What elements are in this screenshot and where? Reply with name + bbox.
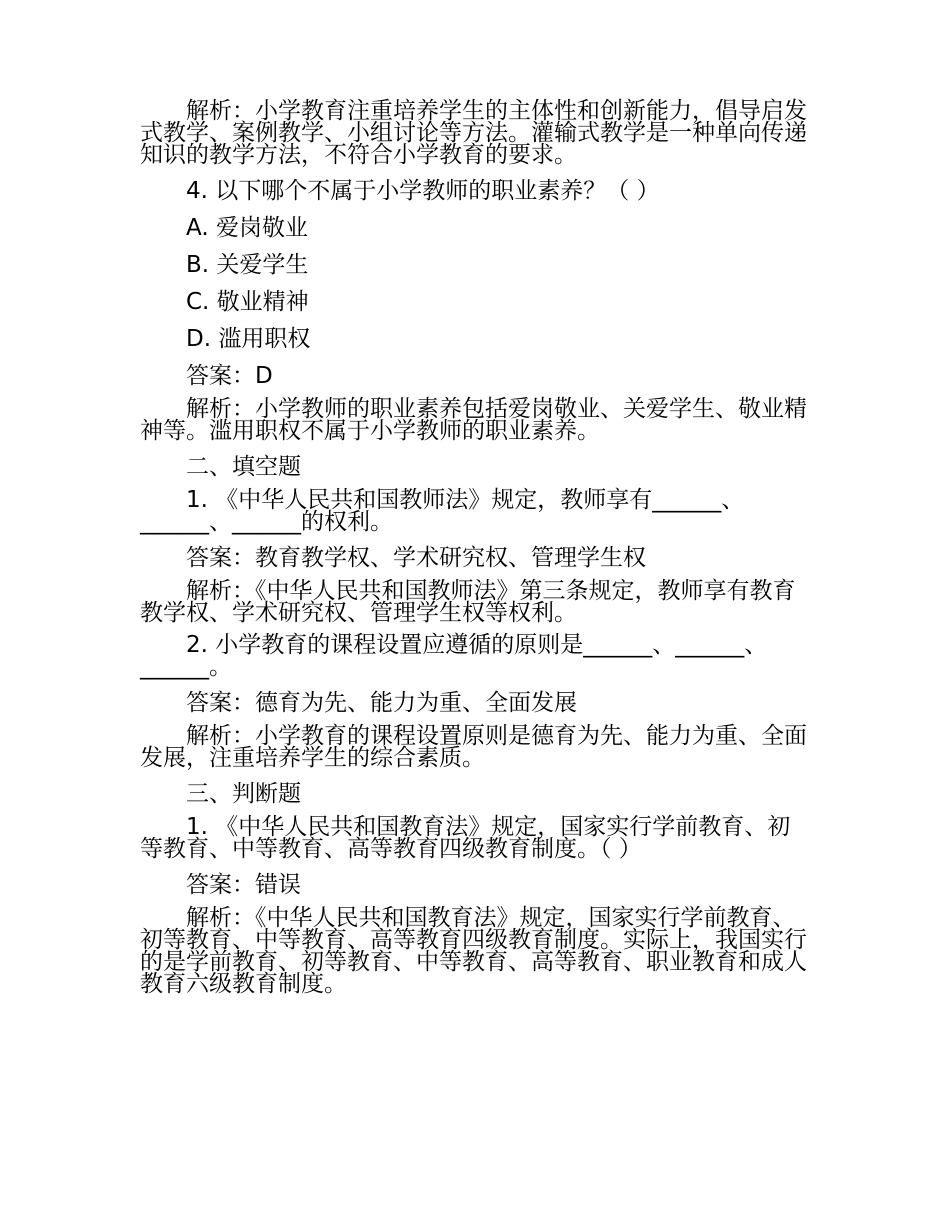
judgment-answer-1: 答案：错误 (186, 872, 301, 898)
option-b: B. 关爱学生 (186, 252, 309, 278)
fill-answer-2: 答案：德育为先、能力为重、全面发展 (186, 690, 577, 716)
answer-4: 答案：D (186, 363, 273, 389)
fill-answer-1: 答案：教育教学权、学术研究权、管理学生权 (186, 545, 646, 571)
section-fill-in-heading: 二、填空题 (186, 454, 301, 480)
section-judgment-heading: 三、判断题 (186, 781, 301, 807)
fill-analysis-1: 解析：《中华人民共和国教师法》第三条规定，教师享有教育教学权、学术研究权、管理学生权等权利。 (140, 578, 796, 626)
document-page (140, 100, 812, 1005)
question-4: 4. 以下哪个不属于小学教师的职业素养？（ ） (186, 178, 660, 204)
option-d: D. 滥用职权 (186, 326, 311, 352)
judgment-question-1: 1. 《中华人民共和国教育法》规定，国家实行学前教育、初等教育、中等教育、高等教育四级教育制度。（ ） (140, 814, 791, 862)
fill-question-1: 1. 《中华人民共和国教师法》规定，教师享有______、______、______的权利。 (140, 487, 745, 535)
fill-analysis-2: 解析：小学教育的课程设置原则是德育为先、能力为重、全面发展，注重培养学生的综合素质。 (140, 723, 807, 771)
analysis-4: 解析：小学教师的职业素养包括爱岗敬业、关爱学生、敬业精神等。滥用职权不属于小学教师的职业素养。 (140, 396, 807, 444)
option-a: A. 爱岗敬业 (186, 215, 308, 241)
fill-question-2: 2. 小学教育的课程设置应遵循的原则是______、______、______。 (140, 632, 768, 680)
judgment-analysis-1: 解析：《中华人民共和国教育法》规定，国家实行学前教育、初等教育、中等教育、高等教育四级教育制度。实际上，我国实行的是学前教育、初等教育、中等教育、高等教育、职业教育和成人教育六级教育制度。 (140, 905, 807, 997)
analysis-paragraph: 解析：小学教育注重培养学生的主体性和创新能力，倡导启发式教学、案例教学、小组讨论等方法。灌输式教学是一种单向传递知识的教学方法，不符合小学教育的要求。 (140, 98, 807, 168)
option-c: C. 敬业精神 (186, 289, 309, 315)
